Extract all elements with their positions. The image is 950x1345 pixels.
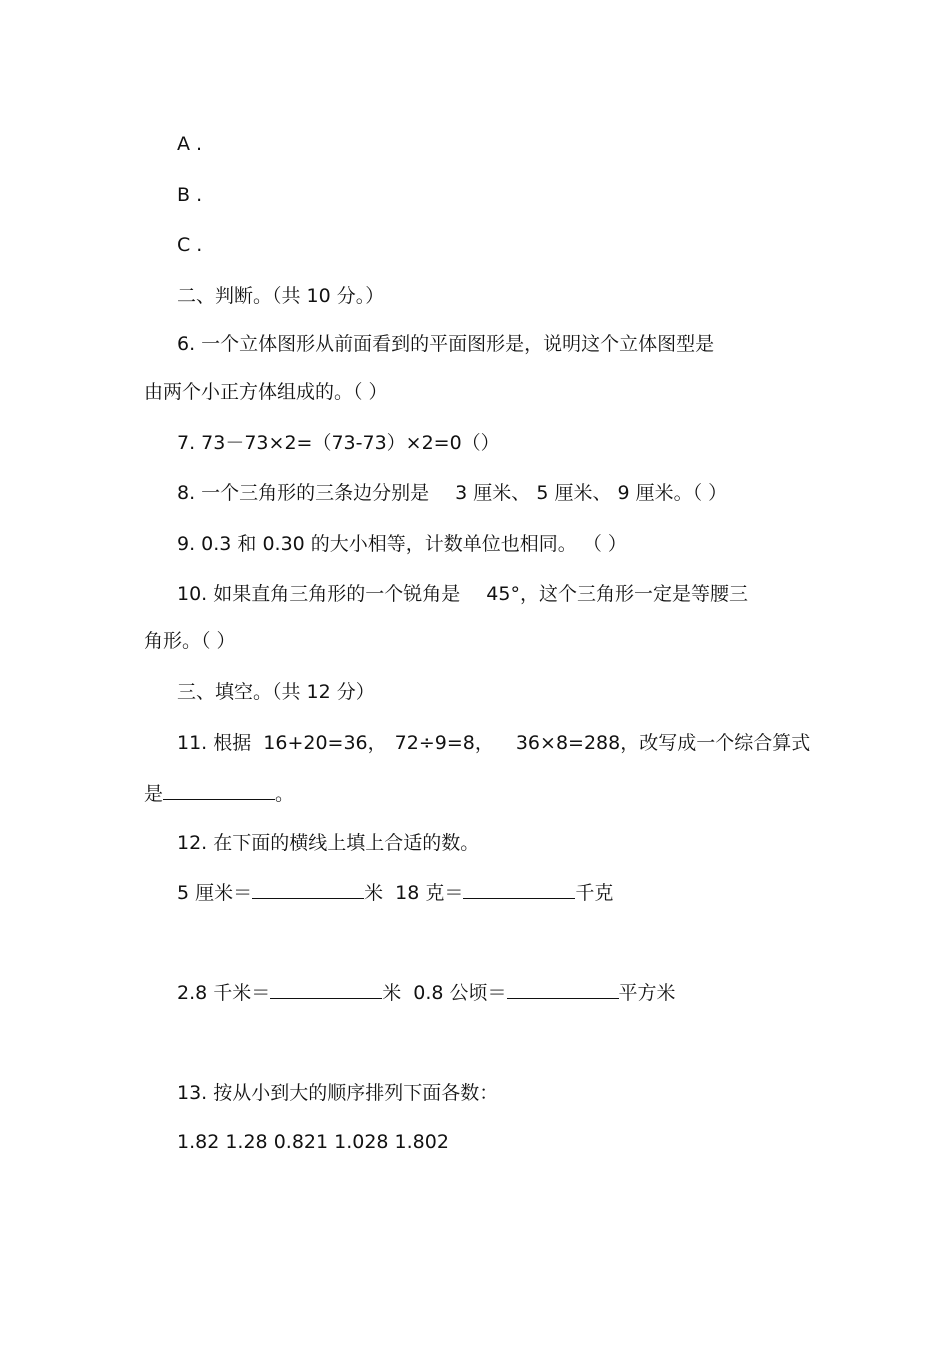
question-12-row1-b-prefix: 18 克＝ — [395, 882, 464, 904]
question-11-label: 11. 根据 — [177, 732, 252, 754]
question-12-row-1 — [177, 880, 613, 905]
question-12: 12. 在下面的横线上填上合适的数。 — [177, 832, 480, 854]
question-12-row2-b-unit: 平方米 — [618, 982, 676, 1004]
question-12-row1-a-prefix: 5 厘米＝ — [177, 882, 253, 904]
question-6-line-2: 由两个小正方体组成的。（ ） — [144, 381, 388, 403]
question-6-line-1: 6. 一个立体图形从前面看到的平面图形是，说明这个立体图型是 — [177, 333, 715, 355]
question-11-eq-1: 16+20=36， — [263, 732, 387, 754]
section-2-title: 二、判断。（共 10 分。） — [177, 285, 385, 307]
question-12-row1-a-unit: 米 — [364, 882, 384, 904]
question-8-part-2: 3 厘米、 5 厘米、 9 厘米。（ ） — [455, 482, 728, 504]
question-9: 9. 0.3 和 0.30 的大小相等，计数单位也相同。 （ ） — [177, 533, 627, 555]
question-11-eq-2: 72÷9=8， — [394, 732, 494, 754]
question-11-line-2 — [144, 781, 294, 806]
question-11-suffix: 。 — [275, 783, 295, 805]
question-12-row-2 — [177, 980, 676, 1005]
question-12-row1-b-unit: 千克 — [575, 882, 614, 904]
question-8-part-1: 8. 一个三角形的三条边分别是 — [177, 482, 430, 504]
question-10-part-1: 10. 如果直角三角形的一个锐角是 — [177, 583, 461, 605]
answer-blank-12-2[interactable] — [463, 880, 575, 899]
question-12-row2-a-unit: 米 — [382, 982, 402, 1004]
option-b: B . — [177, 184, 203, 206]
answer-blank-11[interactable] — [163, 781, 275, 800]
question-10-line-2: 角形。（ ） — [144, 630, 236, 652]
answer-blank-12-3[interactable] — [270, 980, 382, 999]
question-10-part-2: 45°，这个三角形一定是等腰三 — [486, 583, 748, 605]
question-11-line-1 — [177, 731, 810, 755]
answer-blank-12-4[interactable] — [507, 980, 619, 999]
question-10-line-1 — [177, 582, 748, 606]
question-8 — [177, 481, 727, 505]
question-13-numbers: 1.82 1.28 0.821 1.028 1.802 — [177, 1131, 449, 1153]
section-3-title: 三、填空。（共 12 分） — [177, 681, 375, 703]
answer-blank-12-1[interactable] — [252, 880, 364, 899]
question-13: 13. 按从小到大的顺序排列下面各数： — [177, 1082, 499, 1104]
option-c: C . — [177, 234, 203, 256]
question-11-eq-3: 36×8=288，改写成一个综合算式 — [515, 732, 811, 754]
question-12-row2-b-prefix: 0.8 公顷＝ — [413, 982, 507, 1004]
question-7: 7. 73－73×2=（73-73）×2=0（） — [177, 432, 500, 454]
question-11-prefix: 是 — [144, 783, 164, 805]
option-a: A . — [177, 133, 203, 155]
question-12-row2-a-prefix: 2.8 千米＝ — [177, 982, 271, 1004]
